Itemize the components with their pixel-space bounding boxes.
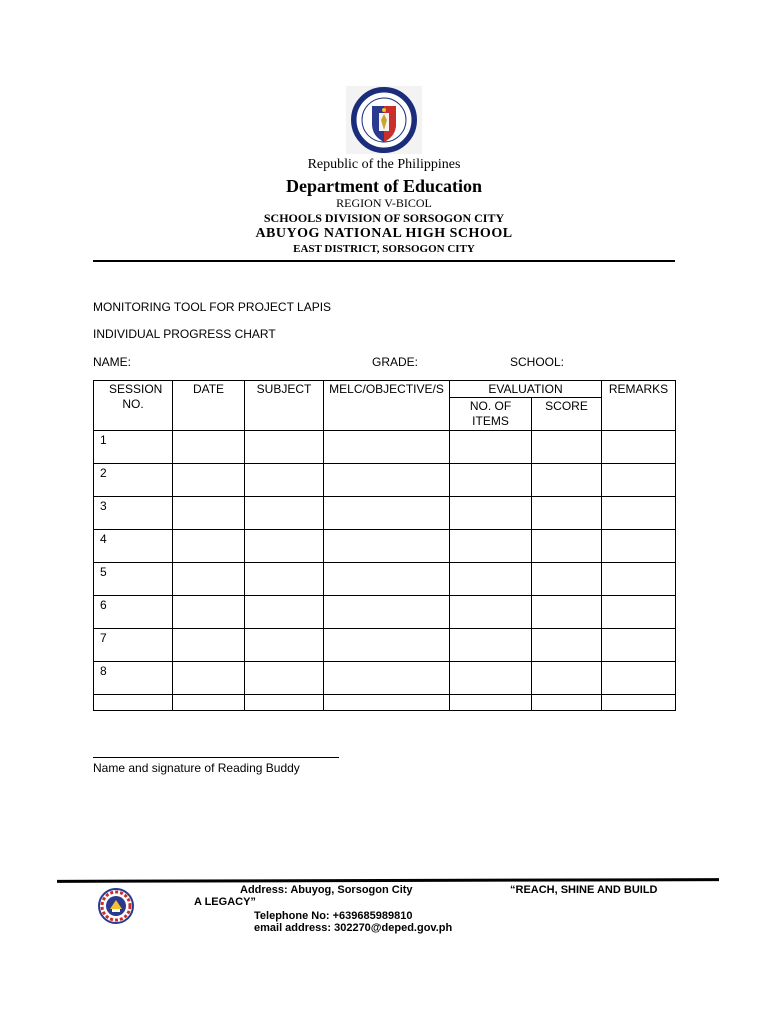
footer-telephone: Telephone No: +639685989810 [254,910,413,922]
table-row [94,464,676,497]
session-number: 8 [94,662,173,695]
footer-address: Address: Abuyog, Sorsogon City [240,884,413,896]
footer-motto-line1: “REACH, SHINE AND BUILD [510,884,658,896]
header-subject: SUBJECT [245,381,324,431]
table-row [94,497,676,530]
footer-email: email address: 302270@deped.gov.ph [254,922,453,934]
table-row [94,563,676,596]
header-divider [93,260,675,262]
session-number: 5 [94,563,173,596]
session-number: 4 [94,530,173,563]
session-number: 3 [94,497,173,530]
session-number: 2 [94,464,173,497]
chart-label: INDIVIDUAL PROGRESS CHART [93,327,276,341]
session-number: 7 [94,629,173,662]
session-number [94,695,173,711]
form-title: MONITORING TOOL FOR PROJECT LAPIS [93,300,332,314]
table-row [94,596,676,629]
table-row [94,530,676,563]
school-label: SCHOOL: [510,355,565,369]
session-number: 1 [94,431,173,464]
header-session: SESSION NO. [94,381,173,431]
republic-title: Republic of the Philippines [307,157,461,172]
progress-table [93,380,676,711]
footer-motto-line2: A LEGACY” [194,896,256,908]
school-logo [97,888,135,924]
division-title: SCHOOLS DIVISION OF SORSOGON CITY [263,211,505,225]
district-title: EAST DISTRICT, SORSOGON CITY [293,243,475,255]
table-row [94,629,676,662]
header-melc: MELC/OBJECTIVE/S [324,381,450,431]
region-title: REGION V-BICOL [336,196,432,210]
header-remarks: REMARKS [602,381,676,431]
school-title: ABUYOG NATIONAL HIGH SCHOOL [255,226,513,241]
signature-line [93,757,339,758]
session-number: 6 [94,596,173,629]
table-row [94,695,676,711]
table-row [94,662,676,695]
header-evaluation: EVALUATION [450,381,602,398]
department-title: Department of Education [286,176,482,196]
grade-label: GRADE: [372,355,419,369]
name-label: NAME: [93,355,132,369]
table-row [94,431,676,464]
signature-label: Name and signature of Reading Buddy [93,761,300,775]
header-date: DATE [173,381,245,431]
deped-seal-logo [346,86,422,154]
header-score: SCORE [532,398,602,431]
footer-divider [57,878,719,883]
header-no-of-items: NO. OF ITEMS [450,398,532,431]
